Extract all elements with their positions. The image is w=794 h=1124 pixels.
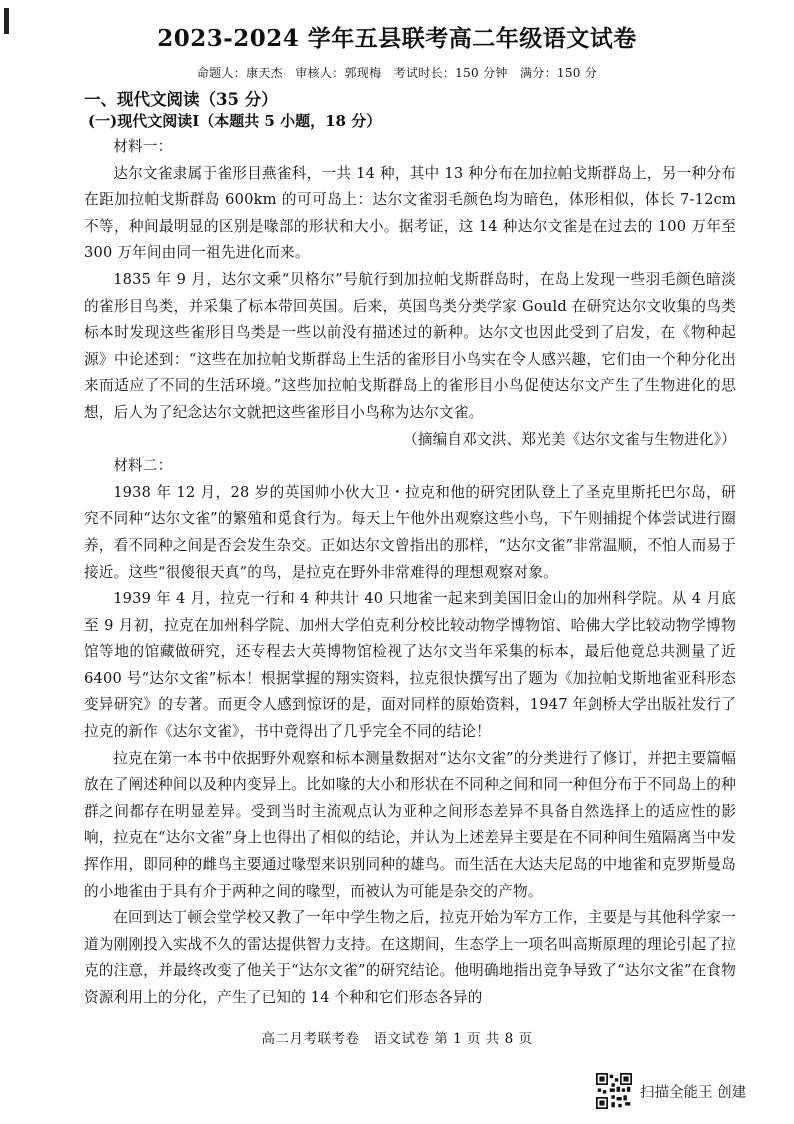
passage-body [84, 134, 736, 1012]
material-one-paragraph-1: 达尔文雀隶属于雀形目燕雀科，一共 14 种，其中 13 种分布在加拉帕戈斯群岛上，另一种分布在距加拉帕戈斯群岛 600km 的可可岛上：达尔文雀羽毛颜色均为暗色，体形相似，体长 7-12cm 不等，种间最明显的区别是喙部的形状和大小。据考证，这 14 种达尔文雀是在过去的 100 万年至 300 万年间由同一祖先进化而来。 [84, 164, 736, 262]
material-one-citation: （摘编自邓文洪、郑光美《达尔文雀与生物进化》） [403, 430, 736, 448]
material-two-paragraph-3: 拉克在第一本书中依据野外观察和标本测量数据对“达尔文雀”的分类进行了修订，并把主要篇幅放在了阐述种间以及种内变异上。比如喙的大小和形状在不同种之间和同一种但分布于不同岛上的种群之间都存在明显差异。受到当时主流观点认为亚种之间形态差异不具备自然选择上的适应性的影响，拉克在“达尔文雀”身上也得出了相似的结论，并认为上述差异主要是在不同种间生殖隔离当中发挥作用，即同种的雌鸟主要通过喙型来识别同种的雄鸟。而生活在大达夫尼岛的中地雀和克罗斯曼岛的小地雀由于具有介于两种之间的喙型，而被认为可能是杂交的产物。 [84, 749, 736, 900]
scanner-watermark [596, 1072, 746, 1110]
material-one-paragraph-2: 1835 年 9 月，达尔文乘“贝格尔”号航行到加拉帕戈斯群岛时，在岛上发现一些羽毛颜色暗淡的雀形目鸟类，并采集了标本带回英国。后来，英国鸟类分类学家 Gould 在研究达尔文收集的鸟类标本时发现这些雀形目鸟类是一些以前没有描述过的新种。达尔文也因此受到了启发，在《物种起源》中论述到：“这些在加拉帕戈斯群岛上生活的雀形目小鸟实在令人感兴趣，它们由一个种分化出来而适应了不同的生活环境。”这些加拉帕戈斯群岛上的雀形目小鸟促使达尔文产生了生物进化的思想，后人为了纪念达尔文就把这些雀形目小鸟称为达尔文雀。 [84, 270, 736, 421]
section-heading: 一、现代文阅读（35 分） [84, 90, 278, 109]
material-one-label: 材料一： [113, 138, 173, 155]
exam-meta-info: 命题人：康天杰 审核人：郭现梅 考试时长：150 分钟 满分：150 分 [196, 66, 598, 80]
qr-code-icon [596, 1073, 632, 1109]
material-two-paragraph-4: 在回到达丁顿会堂学校又教了一年中学生物之后，拉克开始为军方工作，主要是与其他科学家一道为刚刚投入实战不久的雷达提供智力支持。在这期间，生态学上一项名叫高斯原理的理论引起了拉克的注意，并最终改变了他关于“达尔文雀”的研究结论。他明确地指出竞争导致了“达尔文雀”在食物资源利用上的分化，产生了已知的 14 个种和它们形态各异的 [84, 909, 736, 1006]
material-two-paragraph-1: 1938 年 12 月，28 岁的英国帅小伙大卫・拉克和他的研究团队登上了圣克里斯托巴尔岛，研究不同种“达尔文雀”的繁殖和觅食行为。每天上午他外出观察这些小鸟，下午则捕捉个体尝试进行圈养，看不同种之间是否会发生杂交。正如达尔文曾指出的那样，“达尔文雀”非常温顺，不怕人而易于接近。这些“很傻很天真”的鸟，是拉克在野外非常难得的理想观察对象。 [84, 483, 736, 581]
exam-title: 2023-2024 学年五县联考高二年级语文试卷 [157, 25, 637, 52]
subsection-heading: (一)现代文阅读Ⅰ（本题共 5 小题，18 分） [88, 112, 382, 130]
scanner-label: 扫描全能王 创建 [640, 1084, 747, 1101]
material-two-paragraph-2: 1939 年 4 月，拉克一行和 4 种共计 40 只地雀一起来到美国旧金山的加州科学院。从 4 月底至 9 月初，拉克在加州科学院、加州大学伯克利分校比较动物学博物馆、哈佛大学比较动物学博物馆等地的馆藏做研究，还专程去大英博物馆检视了达尔文当年采集的标本，最后他竟总共测量了近 6400 号“达尔文雀”标本！根据掌握的翔实资料，拉克很快撰写出了题为《加拉帕戈斯地雀亚科形态变异研究》的专著。而更令人感到惊讶的是，面对同样的原始资料，1947 年剑桥大学出版社发行了拉克的新作《达尔文雀》，书中竟得出了几乎完全不同的结论！ [84, 590, 736, 741]
material-two-label: 材料二： [113, 457, 173, 475]
page-footer: 高二月考联考卷 语文试卷 第 1 页 共 8 页 [261, 1031, 533, 1047]
